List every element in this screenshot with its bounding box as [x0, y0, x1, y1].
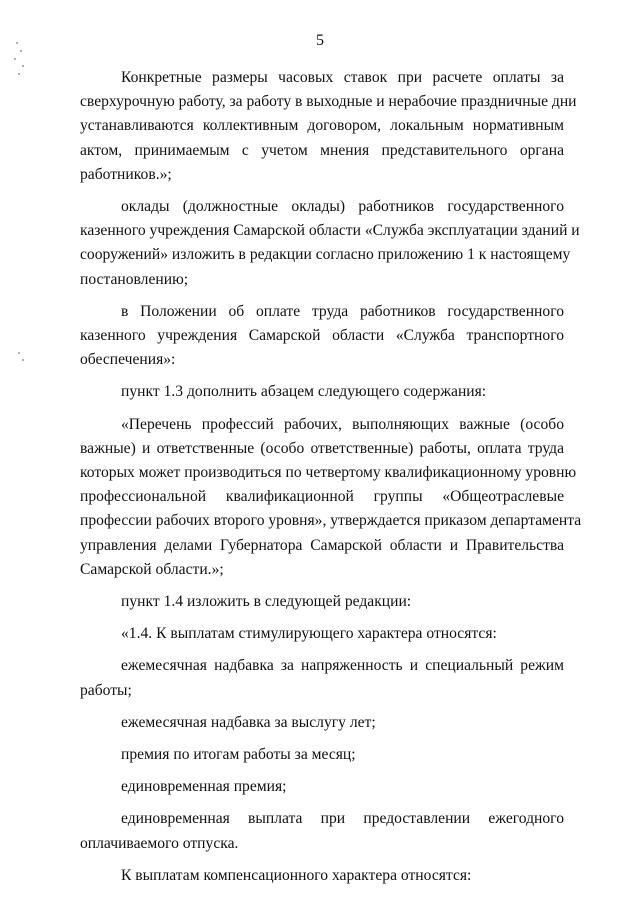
text-line: Конкретные размеры часовых ставок при расчете оплаты за	[121, 69, 564, 86]
paragraph-gap	[80, 582, 564, 590]
paragraph-gap	[80, 614, 564, 622]
paragraph	[80, 380, 564, 404]
text-line: обеспечения»:	[80, 351, 176, 369]
paragraph	[80, 300, 564, 373]
text-line: работников.»;	[80, 165, 172, 183]
paragraph	[80, 775, 564, 799]
paragraph-gap	[80, 856, 564, 864]
paragraph-gap	[80, 735, 564, 743]
paragraph-gap	[80, 292, 564, 300]
text-line: премия по итогам работы за месяц;	[121, 746, 356, 764]
paragraph	[80, 590, 564, 614]
text-line: ежемесячная надбавка за выслугу лет;	[121, 713, 376, 731]
paragraph-gap	[80, 888, 564, 896]
text-line: казенного учреждения Самарской области «Служба эксплуатации зданий и	[80, 222, 580, 240]
text-line: «Перечень профессий рабочих, выполняющих важные (особо	[121, 415, 564, 433]
paragraph	[80, 864, 564, 888]
paragraph-gap	[80, 799, 564, 807]
paragraph	[80, 807, 564, 855]
text-line: Самарской области.»;	[80, 560, 224, 578]
text-line: ежемесячная надбавка за напряженность и специальный режим	[121, 657, 564, 675]
text-line: «1.4. К выплатам стимулирующего характера относятся:	[121, 625, 497, 643]
paragraph	[80, 622, 564, 646]
text-line: единовременная выплата при предоставлении ежегодного	[121, 810, 564, 828]
text-line: устанавливаются коллективным договором, локальным нормативным	[80, 117, 564, 135]
text-line: оплачиваемого отпуска.	[80, 834, 239, 852]
text-line: К выплатам компенсационного характера относятся:	[121, 866, 472, 884]
paragraph-gap	[80, 767, 564, 775]
paragraph	[80, 413, 582, 582]
paragraph	[80, 66, 577, 187]
paragraph-gap	[80, 405, 564, 413]
text-line: сооружений» изложить в редакции согласно приложению 1 к настоящему	[80, 246, 571, 264]
text-line: которых может производиться по четвертому квалификационному уровню	[80, 464, 577, 482]
text-line: единовременная премия;	[121, 778, 287, 796]
paragraph	[80, 743, 564, 767]
scan-artifact-middle	[8, 348, 32, 368]
text-line: пункт 1.4 изложить в следующей редакции:	[121, 593, 412, 611]
text-line: оклады (должностные оклады) работников государственного	[121, 198, 564, 216]
text-line: постановлению;	[80, 270, 189, 288]
paragraph	[80, 654, 564, 702]
text-line: казенного учреждения Самарской области «Служба транспортного	[80, 327, 564, 345]
paragraph-gap	[80, 703, 564, 711]
paragraph	[80, 711, 564, 735]
text-line: управления делами Губернатора Самарской области и Правительства	[80, 536, 564, 554]
text-line: важные) и ответственные (особо ответственные) работы, оплата труда	[80, 439, 564, 457]
paragraph-gap	[80, 187, 564, 195]
text-line: в Положении об оплате труда работников государственного	[121, 302, 564, 320]
text-line: профессии рабочих второго уровня», утверждается приказом департамента	[80, 512, 582, 530]
paragraph-gap	[80, 646, 564, 654]
text-line: пункт 1.3 дополнить абзацем следующего содержания:	[121, 383, 487, 401]
page-number: 5	[316, 32, 324, 49]
paragraph-gap	[80, 372, 564, 380]
document-body	[80, 66, 582, 896]
text-line: профессиональной квалификационной группы «Общеотраслевые	[80, 488, 564, 506]
text-line: сверхурочную работу, за работу в выходные и нерабочие праздничные дни	[80, 93, 577, 111]
paragraph	[80, 195, 580, 292]
text-line: работы;	[80, 681, 132, 699]
text-line: актом, принимаемым с учетом мнения представительного органа	[80, 141, 564, 159]
